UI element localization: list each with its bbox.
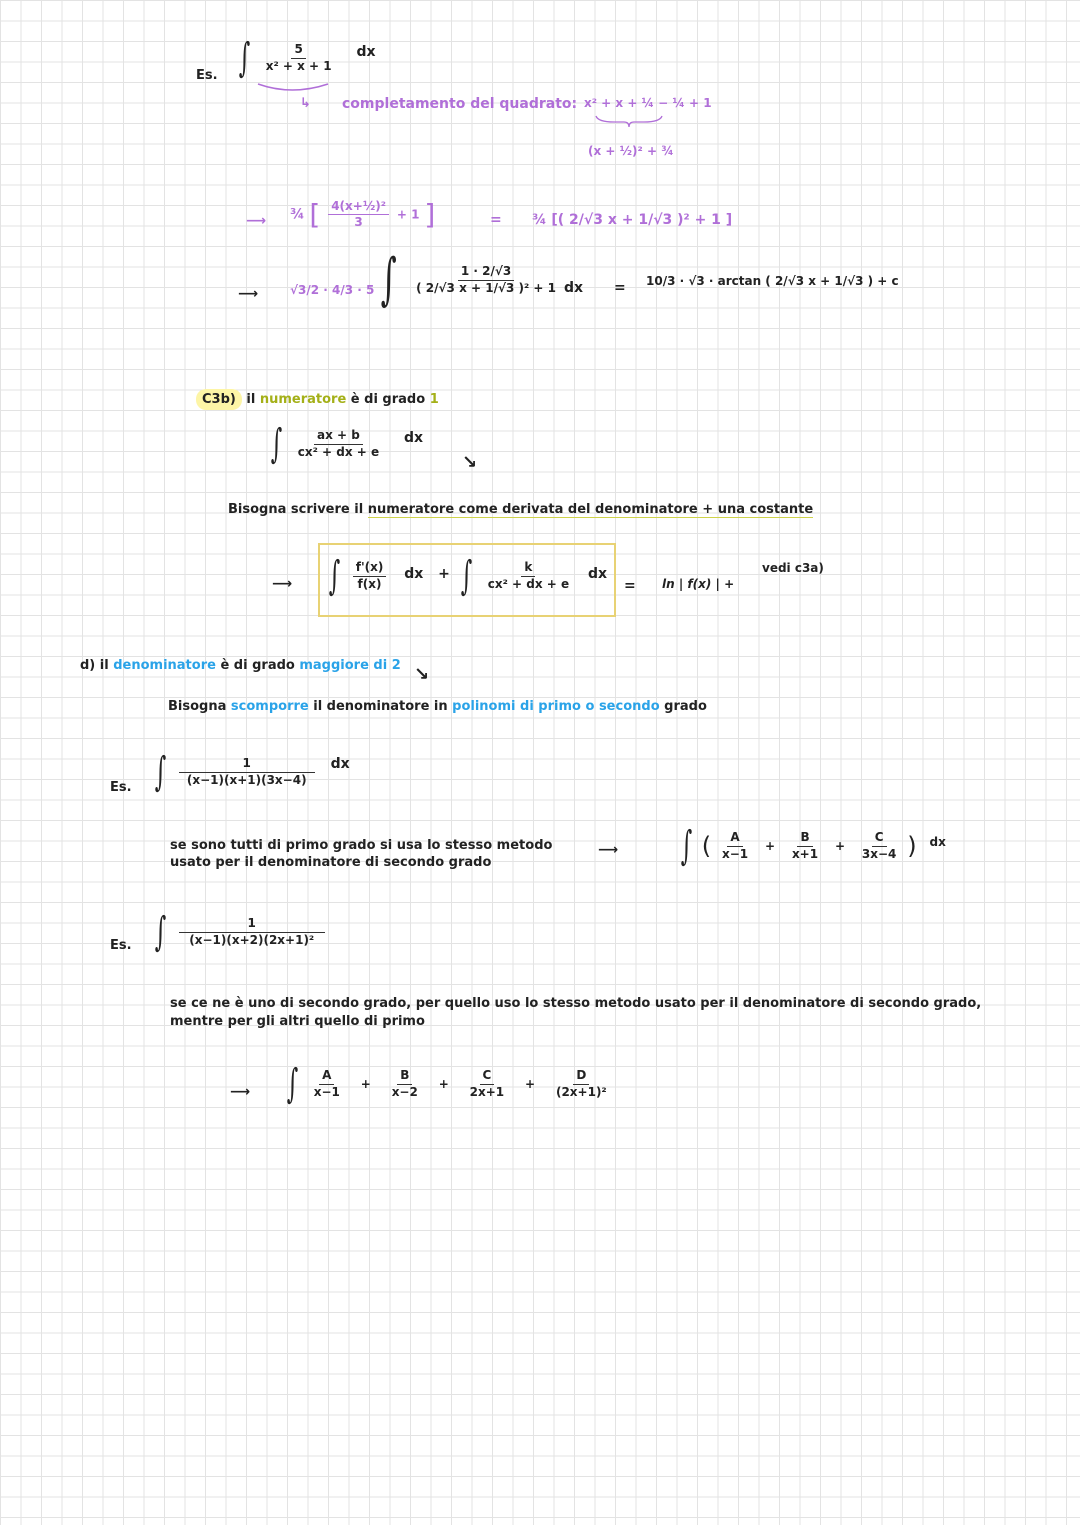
ex2-term-a-num: A xyxy=(727,831,742,846)
c3b-split-eq: = xyxy=(624,578,636,594)
left-bracket-icon: [ xyxy=(309,198,321,231)
c3b-split-num-2: k xyxy=(521,561,535,576)
integral-sign-icon: ∫ xyxy=(680,823,693,869)
d-rule xyxy=(168,699,707,714)
ex2-label: Es. xyxy=(110,780,132,795)
ex2-denominator: (x−1)(x+1)(3x−4) xyxy=(186,772,307,787)
integral-sign-icon: ∫ xyxy=(460,553,473,599)
d-rule-scomporre: scomporre xyxy=(230,699,309,714)
c3b-rule-underlined: numeratore come derivata del denominatore + una costante xyxy=(367,502,814,517)
d-title-deg: maggiore di 2 xyxy=(299,658,401,673)
c3b-split-plus: + xyxy=(438,566,450,582)
ex2-arrow: ⟶ xyxy=(598,842,619,858)
c3b-title-num: numeratore xyxy=(259,392,347,407)
ex3-note-line-1: se ce ne è uno di secondo grado, per quello uso lo stesso metodo usato per il denominatore di secondo grado, xyxy=(170,996,982,1011)
ex1-step1-num: 4(x+½)² xyxy=(328,200,389,215)
ex2-fraction xyxy=(179,757,315,786)
ex1-step2-dx: dx xyxy=(564,280,584,296)
ex3-integral xyxy=(150,909,328,955)
c3b-split-integral-1 xyxy=(324,553,450,599)
integral-sign-icon: ∫ xyxy=(270,421,283,467)
d-rule-pre: Bisogna xyxy=(168,699,227,714)
ex1-step1-den: 3 xyxy=(354,215,363,229)
ex1-step1-plus: + 1 xyxy=(396,207,420,222)
ex3-plus-2: + xyxy=(438,1077,449,1091)
ex2-note-line-2: usato per il denominatore di secondo grado xyxy=(170,855,492,870)
ex1-step1-arrow: ⟶ xyxy=(246,213,267,229)
d-rule-poly: polinomi di primo o secondo xyxy=(452,699,660,714)
ex1-square-result: (x + ½)² + ¾ xyxy=(588,144,674,158)
right-paren-icon: ) xyxy=(907,832,917,860)
ex3-term-d xyxy=(553,1069,610,1098)
ex1-step2-num: 1 · 2/√3 xyxy=(458,265,514,280)
ex2-dx: dx xyxy=(330,756,350,772)
ex1-square-expr: x² + x + ¼ − ¼ + 1 xyxy=(584,96,712,110)
ex1-step2-arrow: ⟶ xyxy=(238,286,259,302)
ex1-step2-integral xyxy=(374,247,564,312)
ex1-step1-eq: = xyxy=(490,212,502,228)
ex1-step1-right: ¾ [( 2/√3 x + 1/√3 )² + 1 ] xyxy=(532,212,733,228)
c3b-split-den-1: f(x) xyxy=(357,576,382,591)
ex2-note-line-1: se sono tutti di primo grado si usa lo stesso metodo xyxy=(170,838,553,853)
ex1-denominator: x² + x + 1 xyxy=(265,58,332,73)
ex1-step2-coef: √3/2 · 4/3 · 5 xyxy=(290,283,375,297)
ex2-term-b xyxy=(789,831,821,860)
ex1-step1-left xyxy=(290,198,435,231)
ex2-numerator: 1 xyxy=(179,757,315,772)
ex2-term-c-num: C xyxy=(872,831,887,846)
ex1-step1-coef: ¾ xyxy=(290,206,305,223)
ex3-term-a-num: A xyxy=(319,1069,334,1084)
d-title-mid: è di grado xyxy=(220,658,295,673)
ex3-term-a-den: x−1 xyxy=(313,1084,340,1099)
c3b-rule xyxy=(228,502,813,517)
ex1-numerator: 5 xyxy=(291,43,305,58)
ex2-plus-1: + xyxy=(765,839,776,853)
integral-sign-icon: ∫ xyxy=(328,553,341,599)
ex1-integral xyxy=(234,35,376,81)
ex1-step1-fraction xyxy=(328,200,389,229)
c3b-split-fraction-1 xyxy=(353,561,387,590)
ex1-note: completamento del quadrato: xyxy=(342,96,578,112)
c3b-dx: dx xyxy=(404,430,424,446)
ex2-term-a-den: x−1 xyxy=(721,846,749,861)
integral-sign-icon: ∫ xyxy=(154,909,167,955)
c3b-split-arrow: ⟶ xyxy=(272,576,293,592)
ex3-label: Es. xyxy=(110,938,132,953)
ex3-term-d-num: D xyxy=(573,1069,589,1084)
right-bracket-icon: ] xyxy=(424,198,436,231)
ex1-step2-eq: = xyxy=(614,280,626,296)
ex3-term-c xyxy=(467,1069,508,1098)
ex3-term-b-den: x−2 xyxy=(391,1084,418,1099)
ex1-square-brace xyxy=(594,114,664,128)
ex2-term-c xyxy=(859,831,900,860)
ex3-plus-3: + xyxy=(525,1077,536,1091)
c3b-arrow-icon: ↘ xyxy=(462,452,478,473)
c3b-title-deg: 1 xyxy=(429,392,439,407)
ex3-term-c-num: C xyxy=(480,1069,495,1084)
ex1-label: Es. xyxy=(196,68,218,83)
ex2-term-b-den: x+1 xyxy=(791,846,819,861)
ex3-arrow: ⟶ xyxy=(230,1084,251,1100)
integral-sign-icon: ∫ xyxy=(380,247,397,312)
ex2-plus-2: + xyxy=(834,839,846,853)
ex1-dx: dx xyxy=(356,44,376,60)
ex3-decomposition xyxy=(282,1061,613,1107)
c3b-integral xyxy=(266,421,424,467)
ex1-purple-underline xyxy=(256,80,330,94)
ex1-arrow: ↳ xyxy=(300,96,311,111)
ex3-denominator: (x−1)(x+2)(2x+1)² xyxy=(189,932,315,947)
ex3-numerator: 1 xyxy=(179,917,325,932)
c3b-split-num-1: f'(x) xyxy=(353,561,387,576)
c3b-split-dx-1: dx xyxy=(404,566,424,582)
ex2-integral xyxy=(150,749,350,795)
ex1-fraction xyxy=(263,43,335,72)
c3b-heading xyxy=(196,392,439,407)
c3b-split-integral-2 xyxy=(456,553,608,599)
ex2-term-a xyxy=(719,831,751,860)
c3b-split-fraction-2 xyxy=(485,561,572,590)
d-rule-mid: il denominatore in xyxy=(313,699,448,714)
left-paren-icon: ( xyxy=(701,832,712,860)
d-title-den: denominatore xyxy=(113,658,216,673)
integral-sign-icon: ∫ xyxy=(286,1061,299,1107)
c3b-denominator: cx² + dx + e xyxy=(297,444,380,459)
c3b-title-post: è di grado xyxy=(350,392,426,407)
ex3-term-a xyxy=(311,1069,343,1098)
c3b-tag: C3b) xyxy=(196,389,242,410)
ex1-step2-den: ( 2/√3 x + 1/√3 )² + 1 xyxy=(416,280,556,295)
ex3-note xyxy=(170,995,981,1031)
c3b-see-ref: vedi c3a) xyxy=(762,561,824,575)
c3b-rule-pre: Bisogna scrivere il xyxy=(228,502,364,517)
integral-sign-icon: ∫ xyxy=(154,749,167,795)
c3b-fraction xyxy=(295,429,382,458)
d-rule-post: grado xyxy=(664,699,707,714)
ex3-note-line-2: mentre per gli altri quello di primo xyxy=(170,1014,425,1029)
d-title-pre: d) il xyxy=(80,658,109,673)
ex3-plus-1: + xyxy=(360,1077,371,1091)
d-arrow-icon: ↘ xyxy=(414,664,430,685)
ex3-fraction xyxy=(179,917,325,946)
ex3-term-b xyxy=(389,1069,421,1098)
c3b-split-den-2: cx² + dx + e xyxy=(487,576,570,591)
c3b-title-pre: il xyxy=(246,392,256,407)
ex3-term-c-den: 2x+1 xyxy=(469,1084,505,1099)
ex3-term-b-num: B xyxy=(397,1069,412,1084)
ex2-term-c-den: 3x−4 xyxy=(861,846,897,861)
ex2-note xyxy=(170,837,552,871)
ex2-decomposition xyxy=(676,823,946,869)
integral-sign-icon: ∫ xyxy=(238,35,251,81)
ex1-step2-fraction xyxy=(411,265,561,294)
ex1-step2-result: 10/3 · √3 · arctan ( 2/√3 x + 1/√3 ) + c xyxy=(646,274,899,288)
ex2-term-b-num: B xyxy=(797,831,812,846)
d-heading xyxy=(80,658,401,673)
ex3-term-d-den: (2x+1)² xyxy=(555,1084,607,1099)
c3b-split-dx-2: dx xyxy=(588,566,608,582)
c3b-split-result: ln | f(x) | + xyxy=(662,577,735,591)
c3b-numerator: ax + b xyxy=(314,429,363,444)
ex2-dx2: dx xyxy=(929,835,946,849)
